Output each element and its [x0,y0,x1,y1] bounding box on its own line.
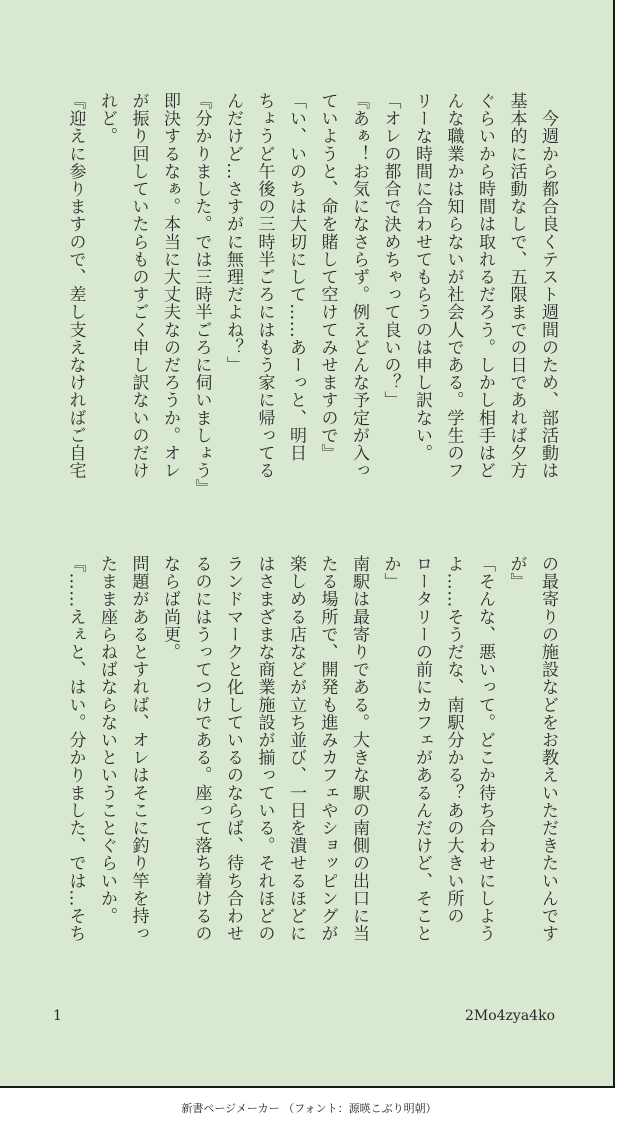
text-line: 「い、いのちは大切にして……あーっと、明日 [286,92,306,462]
text-line: リーな時間に合わせてもらうのは申し訳ない。 [412,92,432,462]
text-line: ちょうど午後の三時半ごろにはもう家に帰ってる [254,92,275,480]
page-number: 1 [53,1008,62,1024]
author-name: 2Mo4zya4ko [464,1008,555,1024]
text-line: 即決するなぁ。本当に大丈夫なのだろうか。オレ [160,92,180,480]
text-line: んだけど…さすがに無理だよね？」 [223,92,243,374]
text-line: が振り回していたらものすごく申し訳ないのだけ [128,92,149,480]
text-line: 楽しめる店などが立ち並び、一日を潰せるほどに [286,555,306,943]
text-line: 『迎えに参りますので、差し支えなければご自宅 [65,92,86,480]
text-line: ならば尚更。 [160,555,180,661]
text-line: んな職業かは知らないが社会人である。学生のフ [443,92,464,480]
text-line: はさまざまな商業施設が揃っている。それほどの [254,555,275,943]
text-line: の最寄りの施設などをお教えいただきたいんです [538,555,558,943]
text-line: 南駅は最寄りである。大きな駅の南側の出口に当 [349,555,369,943]
text-line: 『分かりました。では三時半ごろに伺いましょう』 [191,92,212,497]
text-block-top [59,92,563,522]
text-line: ぐらいから時間は取れるだろう。しかし相手はど [475,92,495,480]
text-block-bottom [59,555,563,985]
text-line: か」 [380,555,401,591]
text-line: が』 [506,555,527,591]
text-line: よ……そうだな、南駅分かる？あの大きい所の [443,555,464,925]
text-line: たまま座らねばならないということぐらいか。 [97,555,117,925]
text-line: れど。 [97,92,117,145]
text-line: 「そんな、悪いって。どこか待ち合わせにしよう [475,555,495,943]
text-line: 今週から都合良くテスト週間のため、部活動は [538,92,558,480]
text-line: たる場所で、開発も進みカフェやショッピングが [317,555,338,943]
text-line: 問題があるとすれば、オレはそこに釣り竿を持っ [128,555,149,943]
text-line: るのにはうってつけである。座って落ち着けるの [191,555,212,943]
footer-caption: 新書ページメーカー （フォント：源暎こぶり明朝） [181,1102,437,1115]
text-line: ランドマークと化しているのならば、待ち合わせ [223,555,243,943]
text-line: ロータリーの前にカフェがあるんだけど、そこと [412,555,432,943]
text-line: 『あぁ！お気になさらず。例えどんな予定が入っ [349,92,369,480]
text-line: ていようと、命を賭して空けてみせますので』 [317,92,338,462]
text-line: 『……えぇと、はい。分かりました、では…そち [65,555,86,943]
text-line: 「オレの都合で決めちゃって良いの？」 [380,92,401,409]
text-line: 基本的に活動なしで、五限までの日であれば夕方 [506,92,527,480]
